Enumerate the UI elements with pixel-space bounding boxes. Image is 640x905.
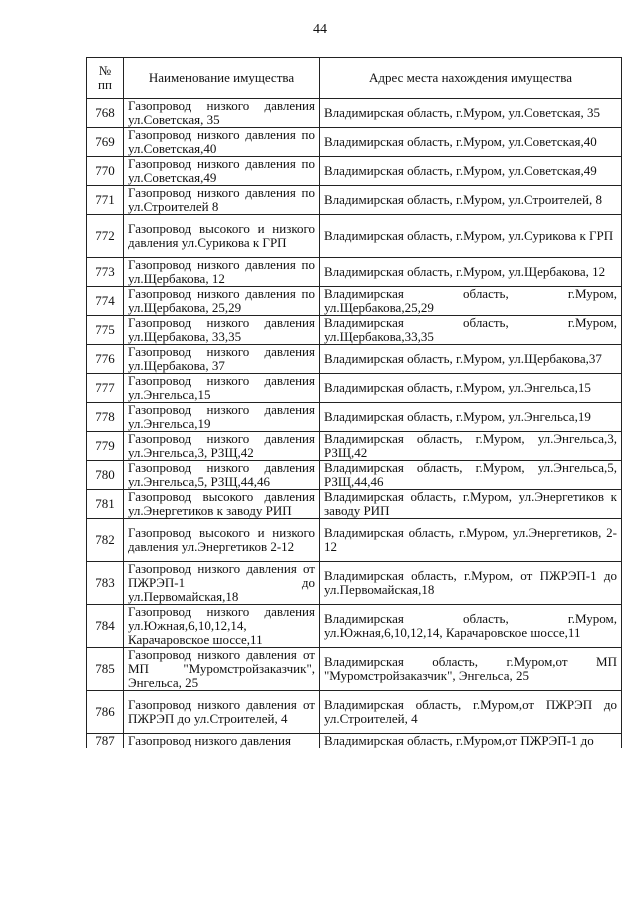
table-row (87, 215, 622, 258)
row-number: 781 (87, 490, 124, 519)
property-address: Владимирская область, г.Муром, ул.Щербакова,37 (320, 345, 622, 374)
property-address: Владимирская область, г.Муром, ул.Строителей, 8 (320, 186, 622, 215)
property-name: Газопровод низкого давления ул.Южная,6,10,12,14, Карачаровское шоссе,11 (124, 605, 320, 648)
property-name: Газопровод низкого давления ул.Щербакова, 37 (124, 345, 320, 374)
table-row (87, 316, 622, 345)
header-name: Наименование имущества (124, 58, 320, 99)
header-address: Адрес места нахождения имущества (320, 58, 622, 99)
table-row (87, 258, 622, 287)
property-table (86, 57, 622, 748)
table-row (87, 186, 622, 215)
property-name: Газопровод низкого давления по ул.Советская,49 (124, 157, 320, 186)
property-name: Газопровод низкого давления от МП "Муромстройзаказчик", Энгельса, 25 (124, 648, 320, 691)
property-name: Газопровод низкого давления по ул.Строителей 8 (124, 186, 320, 215)
row-number: 775 (87, 316, 124, 345)
row-number: 782 (87, 519, 124, 562)
row-number: 783 (87, 562, 124, 605)
property-name: Газопровод низкого давления по ул.Щербакова, 12 (124, 258, 320, 287)
row-number: 786 (87, 691, 124, 734)
property-address: Владимирская область, г.Муром, ул.Энгельса,5, РЗЩ,44,46 (320, 461, 622, 490)
property-name: Газопровод низкого давления по ул.Щербакова, 25,29 (124, 287, 320, 316)
table-row (87, 345, 622, 374)
property-name: Газопровод высокого и низкого давления ул.Сурикова к ГРП (124, 215, 320, 258)
property-name: Газопровод низкого давления ул.Энгельса,3, РЗЩ,42 (124, 432, 320, 461)
property-address: Владимирская область, г.Муром, ул.Энгельса,3, РЗЩ,42 (320, 432, 622, 461)
property-address: Владимирская область, г.Муром,от МП "Муромстройзаказчик", Энгельса, 25 (320, 648, 622, 691)
row-number: 772 (87, 215, 124, 258)
table-row (87, 648, 622, 691)
property-address: Владимирская область, г.Муром, ул.Советская,49 (320, 157, 622, 186)
page-number: 44 (313, 22, 327, 37)
row-number: 771 (87, 186, 124, 215)
table-row (87, 734, 622, 749)
row-number: 773 (87, 258, 124, 287)
row-number: 779 (87, 432, 124, 461)
table-row (87, 461, 622, 490)
property-address: Владимирская область, г.Муром, от ПЖРЭП-1 до ул.Первомайская,18 (320, 562, 622, 605)
row-number: 777 (87, 374, 124, 403)
property-address: Владимирская область, г.Муром, ул.Энгельса,15 (320, 374, 622, 403)
table-row (87, 157, 622, 186)
property-address: Владимирская область, г.Муром, ул.Энергетиков к заводу РИП (320, 490, 622, 519)
property-name: Газопровод высокого давления ул.Энергетиков к заводу РИП (124, 490, 320, 519)
property-address: Владимирская область, г.Муром, ул.Энгельса,19 (320, 403, 622, 432)
row-number: 784 (87, 605, 124, 648)
table-row (87, 605, 622, 648)
row-number: 768 (87, 99, 124, 128)
property-name: Газопровод низкого давления ул.Советская, 35 (124, 99, 320, 128)
table-body (87, 99, 622, 749)
row-number: 785 (87, 648, 124, 691)
property-address: Владимирская область, г.Муром, ул.Сурикова к ГРП (320, 215, 622, 258)
property-name: Газопровод низкого давления по ул.Советская,40 (124, 128, 320, 157)
table-row (87, 287, 622, 316)
table-row (87, 99, 622, 128)
table-row (87, 562, 622, 605)
table-row (87, 403, 622, 432)
property-address: Владимирская область, г.Муром,от ПЖРЭП-1 до (320, 734, 622, 749)
property-name: Газопровод низкого давления от ПЖРЭП до ул.Строителей, 4 (124, 691, 320, 734)
property-address: Владимирская область, г.Муром, ул.Энергетиков, 2-12 (320, 519, 622, 562)
property-address: Владимирская область, г.Муром,от ПЖРЭП до ул.Строителей, 4 (320, 691, 622, 734)
property-address: Владимирская область, г.Муром, ул.Щербакова,33,35 (320, 316, 622, 345)
row-number: 770 (87, 157, 124, 186)
property-address: Владимирская область, г.Муром, ул.Советская,40 (320, 128, 622, 157)
table-row (87, 490, 622, 519)
property-name: Газопровод высокого и низкого давления ул.Энергетиков 2-12 (124, 519, 320, 562)
row-number: 778 (87, 403, 124, 432)
row-number: 776 (87, 345, 124, 374)
property-address: Владимирская область, г.Муром, ул.Южная,6,10,12,14, Карачаровское шоссе,11 (320, 605, 622, 648)
row-number: 769 (87, 128, 124, 157)
property-address: Владимирская область, г.Муром, ул.Щербакова,25,29 (320, 287, 622, 316)
table-row (87, 519, 622, 562)
property-name: Газопровод низкого давления ул.Энгельса,5, РЗЩ,44,46 (124, 461, 320, 490)
property-name: Газопровод низкого давления ул.Энгельса,15 (124, 374, 320, 403)
table-row (87, 374, 622, 403)
property-address: Владимирская область, г.Муром, ул.Советская, 35 (320, 99, 622, 128)
property-name: Газопровод низкого давления от ПЖРЭП-1 до ул.Первомайская,18 (124, 562, 320, 605)
row-number: 774 (87, 287, 124, 316)
row-number: 787 (87, 734, 124, 749)
property-address: Владимирская область, г.Муром, ул.Щербакова, 12 (320, 258, 622, 287)
table-row (87, 432, 622, 461)
header-number: № пп (87, 58, 124, 99)
table-header-row (87, 58, 622, 99)
property-name: Газопровод низкого давления (124, 734, 320, 749)
property-name: Газопровод низкого давления ул.Энгельса,19 (124, 403, 320, 432)
property-name: Газопровод низкого давления ул.Щербакова, 33,35 (124, 316, 320, 345)
table-row (87, 128, 622, 157)
table-row (87, 691, 622, 734)
row-number: 780 (87, 461, 124, 490)
